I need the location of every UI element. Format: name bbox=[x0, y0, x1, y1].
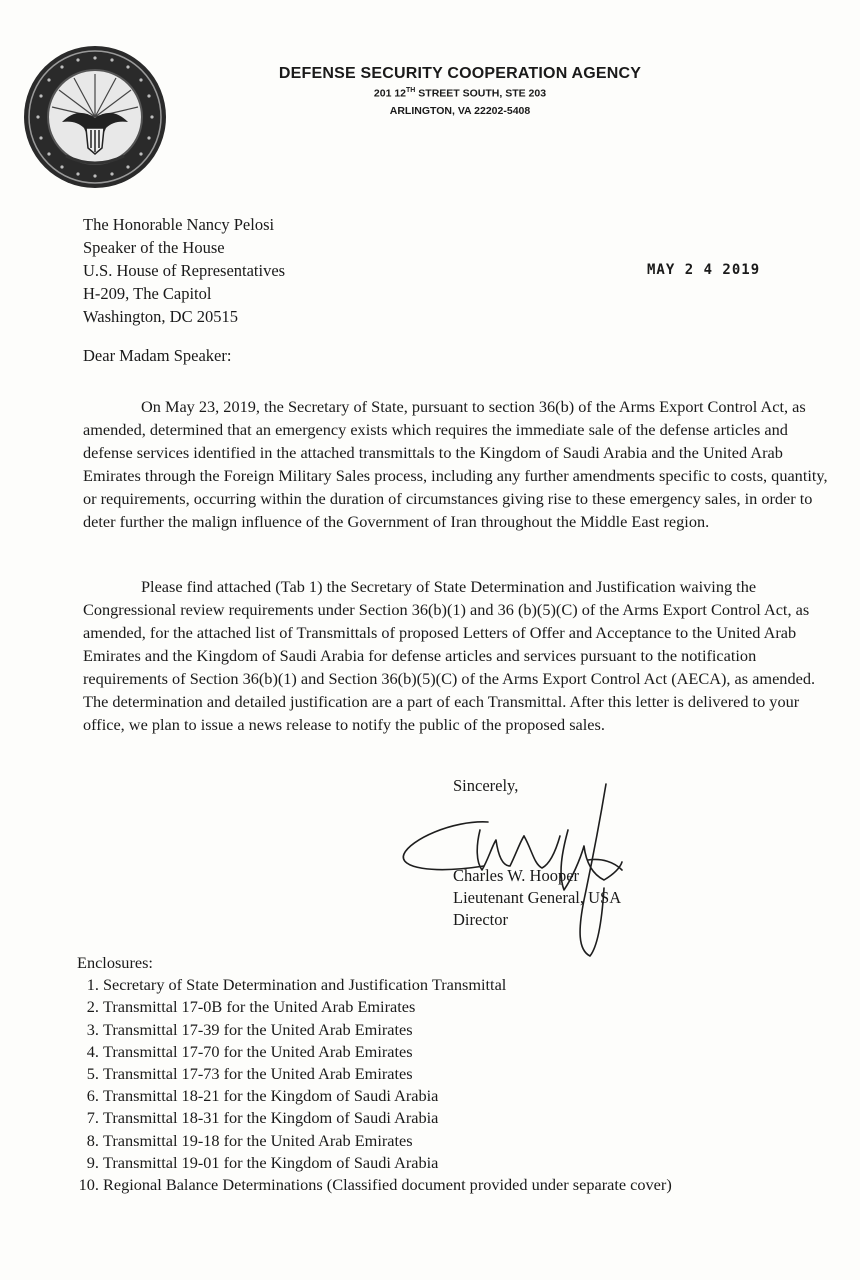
list-item: 9. Transmittal 19-01 for the Kingdom of Saudi Arabia bbox=[86, 1152, 439, 1172]
dod-seal-icon bbox=[22, 44, 168, 190]
list-item: 2. Transmittal 17-0B for the United Arab Emirates bbox=[86, 997, 416, 1017]
street-ordinal: TH bbox=[406, 87, 416, 94]
closing-block bbox=[453, 775, 621, 931]
body-paragraph-1: On May 23, 2019, the Secretary of State, pursuant to section 36(b) of the Arms Export Control Act, as amended, determined that an emergency exists which requires the immediate sale of the defense articles and defense services identified in the attached transmittals to the Kingdom of Saudi Arabia and the United Arab Emirates through the Foreign Military Sales process, including any further amendments specific to costs, quantity, or requirements, occurring within the duration of circumstances giving rise to these emergency sales, in order to deter further the malign influence of the Government of Iran throughout the Middle East region. bbox=[83, 397, 828, 531]
valediction: Sincerely, bbox=[453, 776, 519, 795]
salutation: Dear Madam Speaker: bbox=[83, 346, 232, 365]
addressee-line: U.S. House of Representatives bbox=[83, 261, 286, 280]
addressee-block bbox=[83, 213, 285, 328]
list-item: 6. Transmittal 18-21 for the Kingdom of Saudi Arabia bbox=[86, 1086, 439, 1106]
list-item: 3. Transmittal 17-39 for the United Arab Emirates bbox=[86, 1019, 413, 1039]
list-item: 7. Transmittal 18-31 for the Kingdom of Saudi Arabia bbox=[86, 1108, 439, 1128]
enclosures-heading: Enclosures: bbox=[77, 953, 153, 972]
agency-street bbox=[200, 87, 720, 100]
addressee-line: The Honorable Nancy Pelosi bbox=[83, 215, 275, 234]
date-stamp: MAY 2 4 2019 bbox=[647, 262, 761, 278]
letterhead bbox=[200, 65, 720, 117]
list-item: 10. Regional Balance Determinations (Classified document provided under separate cover) bbox=[78, 1175, 672, 1195]
enclosures-list bbox=[77, 974, 672, 1196]
agency-name: DEFENSE SECURITY COOPERATION AGENCY bbox=[278, 65, 642, 82]
enclosures-block bbox=[77, 952, 672, 1196]
agency-city: ARLINGTON, VA 22202-5408 bbox=[389, 104, 531, 117]
street-number: 201 12 bbox=[373, 87, 407, 100]
signer-name: Charles W. Hooper bbox=[453, 866, 580, 885]
addressee-line: Washington, DC 20515 bbox=[83, 307, 238, 326]
signer-rank: Lieutenant General, USA bbox=[453, 888, 622, 907]
list-item: 4. Transmittal 17-70 for the United Arab Emirates bbox=[86, 1041, 413, 1061]
addressee-line: Speaker of the House bbox=[83, 238, 225, 257]
list-item: 1. Secretary of State Determination and Justification Transmittal bbox=[86, 975, 507, 995]
body-paragraph-2: Please find attached (Tab 1) the Secretary of State Determination and Justification waiving the Congressional review requirements under Section 36(b)(1) and 36 (b)(5)(C) of the Arms Export Control Act, as amended, for the attached list of Transmittals of proposed Letters of Offer and Acceptance to the United Arab Emirates and the Kingdom of Saudi Arabia for defense articles and services pursuant to the notification requirements of Section 36(b)(1) and Section 36(b)(5)(C) of the Arms Export Control Act (AECA), as amended. The determination and detailed justification are a part of each Transmittal. After this letter is delivered to your office, we plan to issue a news release to notify the public of the proposed sales. bbox=[83, 577, 816, 734]
street-name: STREET SOUTH, STE 203 bbox=[415, 87, 547, 100]
addressee-line: H-209, The Capitol bbox=[83, 284, 212, 303]
list-item: 8. Transmittal 19-18 for the United Arab Emirates bbox=[86, 1130, 413, 1150]
signer-title: Director bbox=[453, 910, 508, 929]
list-item: 5. Transmittal 17-73 for the United Arab Emirates bbox=[86, 1064, 413, 1084]
